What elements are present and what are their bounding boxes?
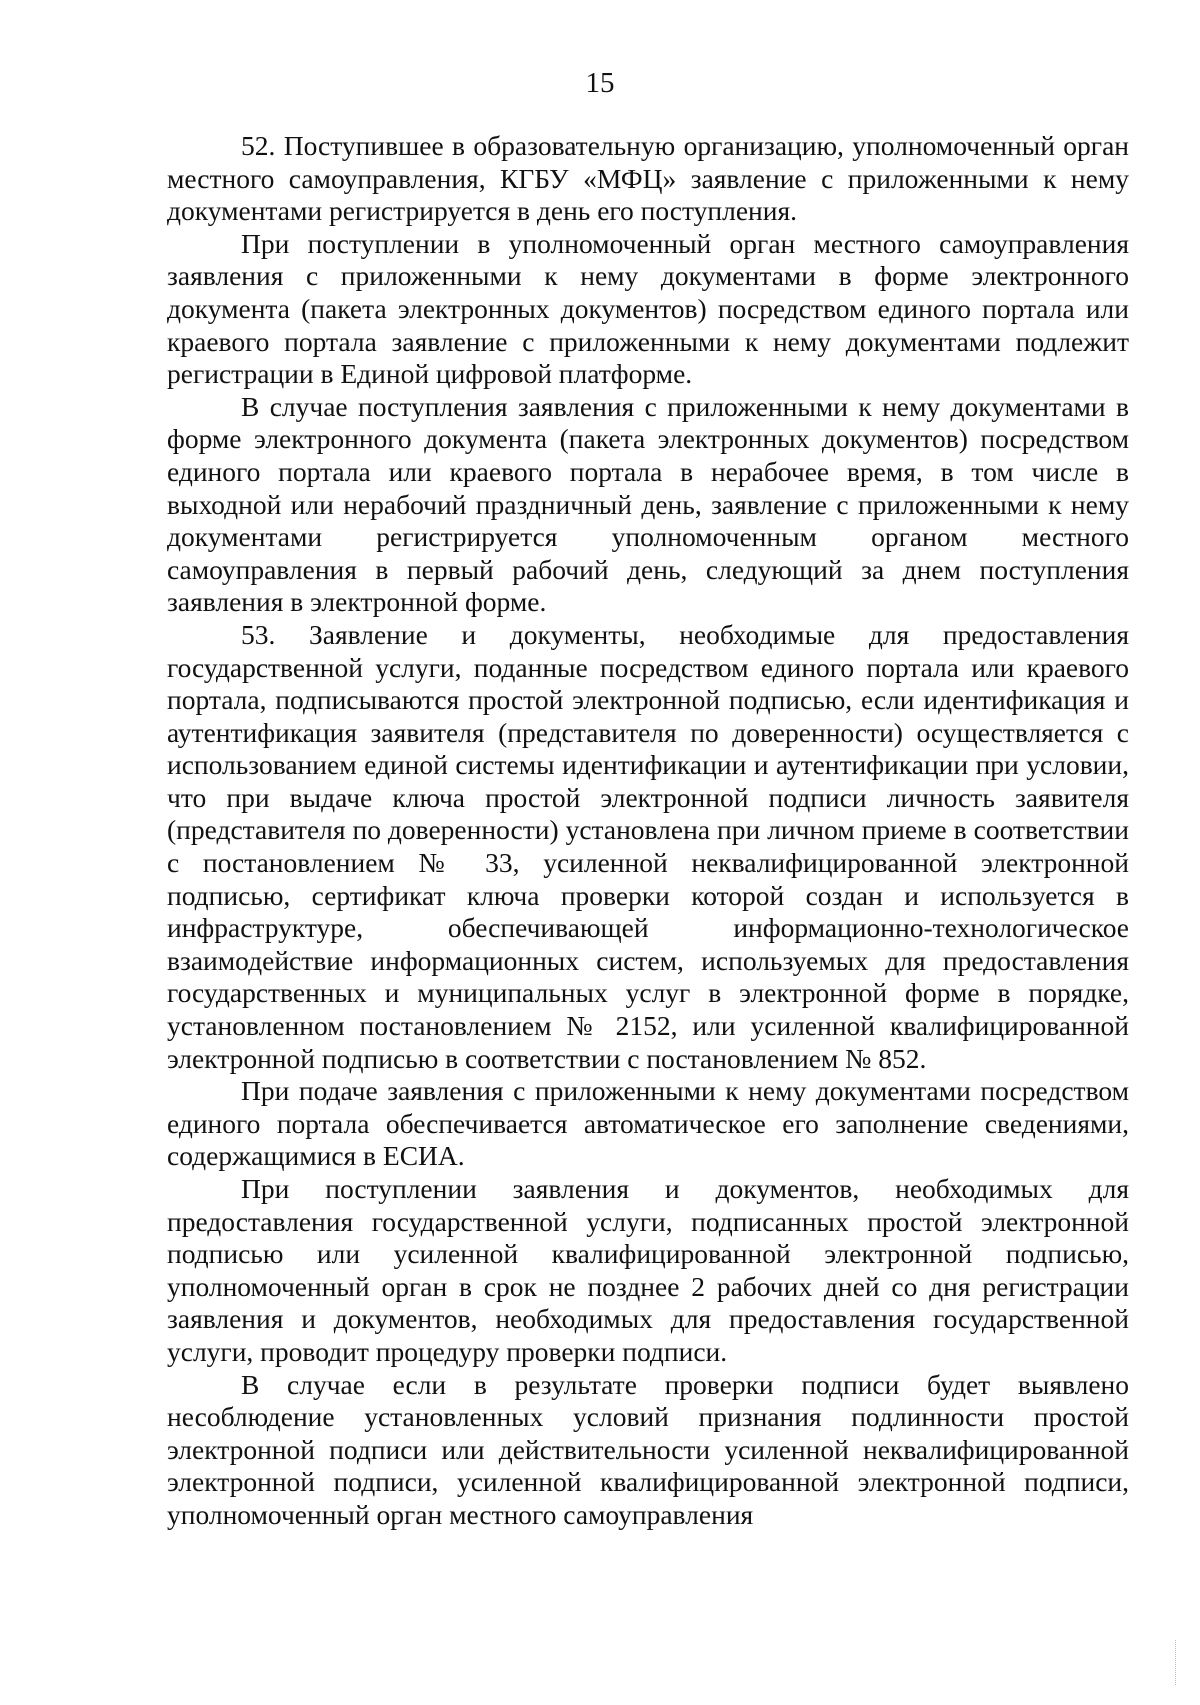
paragraph-non-working-time: В случае поступления заявления с приложенными к нему документами в форме электронного документа (пакета электронных документов) посредством единого портала или краевого портала в нерабочее время, в том числе в выходной или нерабочий праздничный день, заявление с приложенными к нему документами регистрируется уполномоченным органом местного самоуправления в первый рабочий день, следующий за днем поступления заявления в электронной форме. xyxy=(167,390,1129,618)
page-number: 15 xyxy=(585,67,615,99)
paragraph-53-signatures: 53. Заявление и документы, необходимые для предоставления государственной услуги, поданные посредством единого портала или краевого портала, подписываются простой электронной подписью, если идентификация и аутентификация заявителя (представителя по доверенности) осуществляется с использованием единой системы идентификации и аутентификации при условии, что при выдаче ключа простой электронной подписи личность заявителя (представителя по доверенности) установлена при личном приеме в соответствии с постановлением № 33, усиленной неквалифицированной электронной подписью, сертификат ключа проверки которой создан и используется в инфраструктуре, обеспечивающей информационно-технологическое взаимодействие информационных систем, используемых для предоставления государственных и муниципальных услуг в электронной форме в порядке, установленном постановлением № 2152, или усиленной квалифицированной электронной подписью в соответствии с постановлением № 852. xyxy=(167,618,1129,1074)
paragraph-electronic-registration: При поступлении в уполномоченный орган местного самоуправления заявления с приложенными к нему документами в форме электронного документа (пакета электронных документов) посредством единого портала или краевого портала заявление с приложенными к нему документами подлежит регистрации в Единой цифровой платформе. xyxy=(167,227,1129,390)
paragraph-check-failure: В случае если в результате проверки подписи будет выявлено несоблюдение установленных условий признания подлинности простой электронной подписи или действительности усиленной неквалифицированной электронной подписи, усиленной квалифицированной электронной подписи, уполномоченный орган местного самоуправления xyxy=(167,1368,1129,1530)
document-body xyxy=(167,130,1129,1532)
paragraph-auto-fill: При подаче заявления с приложенными к нему документами посредством единого портала обеспечивается автоматическое его заполнение сведениями, содержащимися в ЕСИА. xyxy=(167,1075,1129,1172)
paragraph-52-registration: 52. Поступившее в образовательную организацию, уполномоченный орган местного самоуправления, КГБУ «МФЦ» заявление с приложенными к нему документами регистрируется в день его поступления. xyxy=(167,130,1129,227)
scan-margin-mark xyxy=(1175,1640,1178,1685)
paragraph-signature-check: При поступлении заявления и документов, необходимых для предоставления государственной услуги, подписанных простой электронной подписью или усиленной квалифицированной электронной подписью, уполномоченный орган в срок не позднее 2 рабочих дней со дня регистрации заявления и документов, необходимых для предоставления государственной услуги, проводит процедуру проверки подписи. xyxy=(167,1173,1129,1367)
